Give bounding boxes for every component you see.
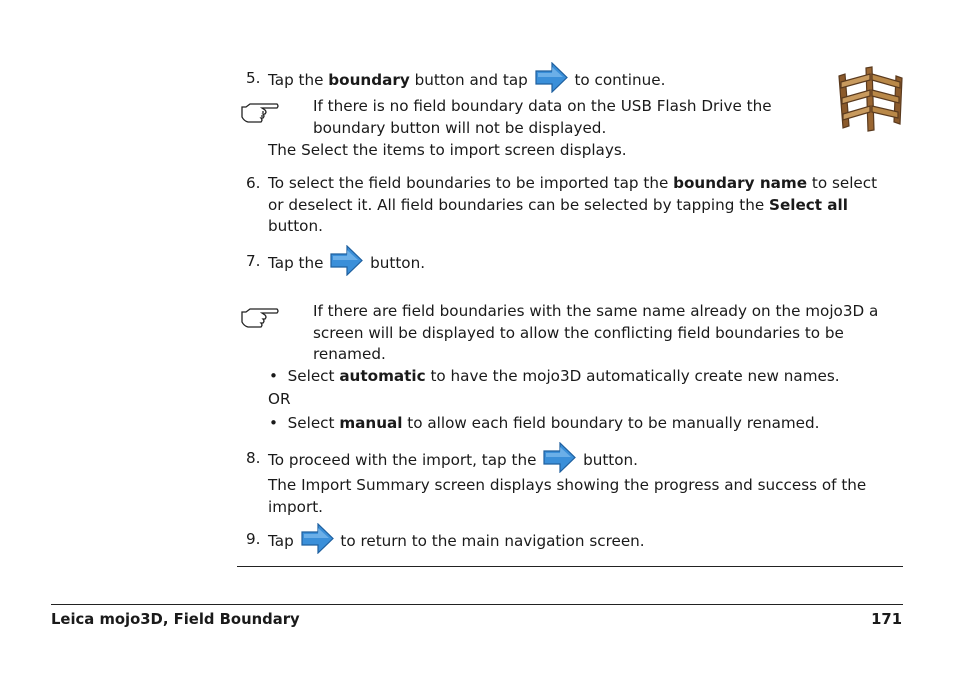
bullet-dot-icon: • — [269, 367, 278, 385]
note-1: If there is no field boundary data on the USB Flash Drive the boundary button will not be displayed. — [313, 97, 772, 137]
page-number: 171 — [871, 611, 902, 628]
step-8-text: To proceed with the import, tap the button. — [268, 448, 638, 473]
pointing-hand-icon — [240, 304, 280, 330]
step-number: 5. — [246, 69, 261, 87]
right-arrow-icon — [330, 245, 363, 276]
step-6-text: To select the field boundaries to be imported tap the boundary name to select or deselect it. All field boundaries can be selected by tapping the Select all button. — [268, 174, 878, 235]
step-number: 8. — [246, 449, 261, 467]
step-number: 7. — [246, 252, 261, 270]
step-5-follow: The Select the items to import screen displays. — [268, 141, 627, 159]
step-7-text: Tap the button. — [268, 251, 425, 276]
section-divider — [237, 566, 903, 567]
pointing-hand-icon — [240, 99, 280, 125]
footer-divider — [51, 604, 903, 605]
step-number: 9. — [246, 530, 261, 548]
note-2: If there are field boundaries with the same name already on the mojo3D a screen will be displayed to allow the conflicting field boundaries to be renamed. — [313, 302, 879, 363]
step-8-follow: The Import Summary screen displays showing the progress and success of the import. — [268, 476, 867, 516]
step-number: 6. — [246, 174, 261, 192]
bullet-dot-icon: • — [269, 414, 278, 432]
step-9-text: Tap to return to the main navigation screen. — [268, 529, 645, 554]
bullet-automatic: • Select automatic to have the mojo3D automatically create new names. — [269, 367, 840, 385]
fence-icon — [836, 64, 906, 132]
step-5-text: Tap the boundary button and tap to continue. — [268, 68, 665, 93]
right-arrow-icon — [535, 62, 568, 93]
bullet-manual: • Select manual to allow each field boundary to be manually renamed. — [269, 414, 820, 432]
footer-title: Leica mojo3D, Field Boundary — [51, 611, 300, 628]
right-arrow-icon — [543, 442, 576, 473]
or-text: OR — [268, 390, 291, 408]
right-arrow-icon — [301, 523, 334, 554]
boundary-label: boundary — [328, 71, 410, 89]
